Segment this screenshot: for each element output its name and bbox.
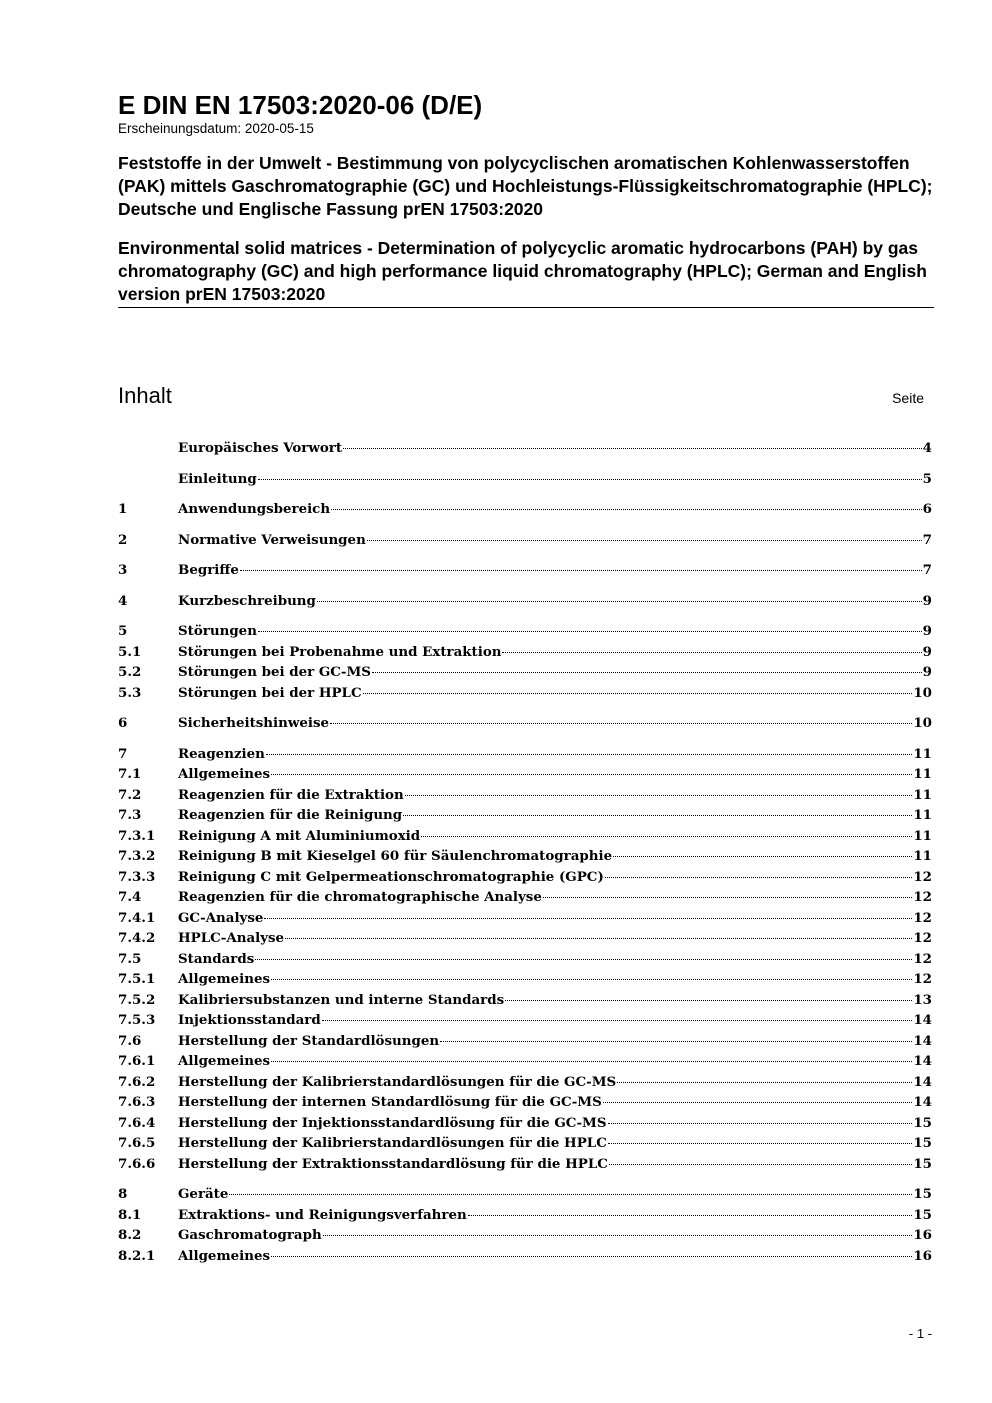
toc-entry-title[interactable]: Kurzbeschreibung [178,592,316,609]
toc-entry-title[interactable]: Geräte [178,1186,229,1202]
toc-entry-page[interactable]: 14 [913,1032,932,1049]
toc-entry[interactable] [118,766,932,787]
toc-entry-page[interactable]: 14 [913,1012,932,1028]
toc-entry-page[interactable]: 5 [922,470,932,487]
toc-entry-page[interactable]: 7 [922,562,932,578]
toc-dot-leader [240,570,922,571]
toc-entry-title[interactable]: Standards [178,950,255,967]
title-german: Feststoffe in der Umwelt - Bestimmung von polycyclischen aromatischen Kohlenwasserstoffen (PAK) mittels Gaschromatographie (GC) und Hochleistungs-Flüssigkeitschromatographie (HPLC); Deutsche und Englische Fassung prEN 17503:2020 [118,153,933,219]
toc-dot-leader [468,1215,913,1216]
toc-page-label: Seite [892,390,924,406]
toc-entry-page[interactable]: 12 [913,950,932,967]
toc-entry-title[interactable]: Herstellung der Kalibrierstandardlösungen für die HPLC [178,1135,607,1151]
toc-entry[interactable] [118,1248,932,1269]
toc-entry[interactable] [118,1074,932,1095]
toc-entry[interactable] [118,807,932,828]
toc-entry-number: 7.1 [118,766,142,782]
toc-entry[interactable] [118,930,932,951]
toc-entry-title[interactable]: Reagenzien für die Reinigung [178,807,403,823]
toc-entry-title[interactable]: Anwendungsbereich [178,501,331,517]
toc-entry-page[interactable]: 9 [922,643,932,660]
toc-entry[interactable] [118,1012,932,1033]
toc-entry-title[interactable]: GC-Analyse [178,909,264,926]
toc-entry-page[interactable]: 16 [913,1247,932,1264]
toc-entry[interactable] [118,951,932,972]
document-header [118,90,934,308]
toc-heading [118,383,926,409]
toc-dot-leader [543,897,913,898]
toc-entry-title[interactable]: Störungen bei der GC-MS [178,664,371,680]
toc-entry[interactable] [118,869,932,890]
toc-dot-leader [617,1082,912,1083]
toc-entry-page[interactable]: 15 [913,1135,932,1151]
toc-entry-page[interactable]: 12 [913,889,932,905]
document-id: E DIN EN 17503:2020-06 (D/E) [118,90,483,120]
toc-entry-page[interactable]: 12 [913,971,932,987]
toc-dot-leader [258,479,922,480]
toc-entry-page[interactable]: 10 [913,684,932,701]
toc-dot-leader [372,672,922,673]
toc-entry-title[interactable]: Allgemeines [178,1053,271,1069]
toc-entry-number: 7.4.1 [118,909,156,926]
toc-dot-leader [271,1061,912,1062]
toc-dot-leader [608,1123,913,1124]
toc-entry-page[interactable]: 11 [913,848,932,864]
toc-entry[interactable] [118,1094,932,1115]
toc-entry-title[interactable]: Herstellung der internen Standardlösung für die GC-MS [178,1094,602,1110]
toc-dot-leader [405,795,913,796]
toc-entry-title[interactable]: Injektionsstandard [178,1012,321,1028]
toc-entry-number: 7.6.6 [118,1155,156,1172]
toc-entry-number: 7.5 [118,950,142,967]
page-number: - 1 - [908,1326,932,1341]
toc-entry-title[interactable]: Reagenzien [178,745,265,762]
toc-entry-number: 8.1 [118,1206,142,1223]
toc-entry-page[interactable]: 15 [913,1186,932,1202]
toc-entry-page[interactable]: 10 [913,715,932,731]
toc-entry-page[interactable]: 9 [922,664,932,680]
toc-entry[interactable] [118,1135,932,1156]
toc-dot-leader [266,754,912,755]
toc-entry-title[interactable]: HPLC-Analyse [178,930,285,946]
publication-date: Erscheinungsdatum: 2020-05-15 [118,121,314,136]
toc-entry-title[interactable]: Allgemeines [178,1247,271,1264]
toc-entry-number: 3 [118,562,128,578]
toc-entry-number: 5 [118,623,128,639]
toc-entry-page[interactable]: 4 [922,440,932,456]
toc-entry-page[interactable]: 15 [913,1206,932,1223]
toc-dot-leader [603,1102,913,1103]
toc-entry[interactable] [118,593,932,614]
toc-entry-title[interactable]: Allgemeines [178,971,271,987]
toc-entry-number: 7.3.1 [118,827,156,844]
toc-dot-leader [343,448,922,449]
toc-dot-leader [502,652,921,653]
toc-entry[interactable] [118,848,932,869]
toc-entry[interactable] [118,828,932,849]
toc-entry-title[interactable]: Extraktions- und Reinigungsverfahren [178,1206,467,1223]
toc-entry-page[interactable]: 15 [913,1114,932,1131]
toc-dot-leader [403,815,912,816]
toc-entry-number: 1 [118,501,128,517]
toc-entry-title[interactable]: Kalibriersubstanzen und interne Standards [178,991,505,1008]
toc-entry[interactable] [118,440,932,461]
toc-entry[interactable] [118,787,932,808]
toc-entry-number: 6 [118,715,128,731]
toc-title: Inhalt [118,383,172,408]
toc-entry-number: 7.4 [118,889,142,905]
toc-entry-page[interactable]: 11 [913,745,932,762]
toc-entry-page[interactable]: 11 [913,786,932,803]
toc-entry-page[interactable]: 12 [913,868,932,885]
toc-entry-page[interactable]: 12 [913,930,932,946]
toc-dot-leader [317,601,922,602]
toc-entry-title[interactable]: Sicherheitshinweise [178,715,330,731]
toc-entry-number: 7.3.2 [118,848,156,864]
toc-entry[interactable] [118,889,932,910]
toc-entry-title[interactable]: Einleitung [178,470,257,487]
toc-dot-leader [285,938,912,939]
toc-entry-page[interactable]: 15 [913,1155,932,1172]
toc-dot-leader [255,959,912,960]
toc-entry-title[interactable]: Gaschromatograph [178,1227,322,1243]
toc-entry-page[interactable]: 7 [922,531,932,548]
toc-entry[interactable] [118,562,932,583]
toc-entry-number: 2 [118,531,128,548]
toc-entry-number: 7.6 [118,1032,142,1049]
toc-dot-leader [258,631,922,632]
toc-dot-leader [421,836,912,837]
toc-entry[interactable] [118,1053,932,1074]
toc-dot-leader [271,774,912,775]
toc-entry[interactable] [118,746,932,767]
toc-entry-number: 7.3 [118,807,142,823]
toc-entry-page[interactable]: 13 [913,991,932,1008]
toc-entry[interactable] [118,623,932,644]
toc-entry-page[interactable]: 14 [913,1053,932,1069]
toc-entry-number: 7.5.1 [118,971,156,987]
toc-entry-title[interactable]: Reagenzien für die chromatographische Analyse [178,889,542,905]
toc-entry[interactable] [118,715,932,736]
toc-entry-number: 5.1 [118,643,142,660]
toc-entry-title[interactable]: Begriffe [178,562,239,578]
toc-dot-leader [613,856,912,857]
title-english: Environmental solid matrices - Determination of polycyclic aromatic hydrocarbons (PAH) by gas chromatography (GC) and high performance liquid chromatography (HPLC); German and English version prEN 17503:2020 [118,237,934,308]
toc-entry[interactable] [118,1207,932,1228]
toc-entry-number: 7.6.1 [118,1053,156,1069]
toc-dot-leader [505,1000,912,1001]
toc-entry-title[interactable]: Herstellung der Extraktionsstandardlösung für die HPLC [178,1155,608,1172]
toc-dot-leader [271,979,912,980]
toc-dot-leader [322,1020,913,1021]
toc-entry-number: 5.3 [118,684,142,701]
toc-entry-title[interactable]: Reinigung A mit Aluminiumoxid [178,827,421,844]
toc-entry[interactable] [118,971,932,992]
toc-entry-title[interactable]: Allgemeines [178,766,271,782]
toc-entry-number: 8.2 [118,1227,142,1243]
toc-entry-title[interactable]: Störungen [178,623,257,639]
toc-entry[interactable] [118,1033,932,1054]
toc-entry-page[interactable]: 16 [913,1227,932,1243]
toc-entry-page[interactable]: 14 [913,1073,932,1090]
toc-entry-title[interactable]: Herstellung der Standardlösungen [178,1032,440,1049]
toc-entry-title[interactable]: Europäisches Vorwort [178,440,343,456]
toc-entry-number: 7.3.3 [118,868,156,885]
toc-entry[interactable] [118,471,932,492]
table-of-contents [118,440,932,1268]
toc-entry-title[interactable]: Herstellung der Kalibrierstandardlösungen für die GC-MS [178,1073,617,1090]
toc-entry[interactable] [118,644,932,665]
toc-entry[interactable] [118,992,932,1013]
toc-entry[interactable] [118,532,932,553]
toc-dot-leader [229,1194,912,1195]
toc-entry[interactable] [118,685,932,706]
toc-entry[interactable] [118,1227,932,1248]
toc-entry-title[interactable]: Störungen bei der HPLC [178,684,362,701]
toc-entry[interactable] [118,501,932,522]
toc-entry-number: 8 [118,1186,128,1202]
toc-entry[interactable] [118,1115,932,1136]
toc-entry[interactable] [118,664,932,685]
toc-entry-number: 7.4.2 [118,930,156,946]
toc-dot-leader [323,1235,913,1236]
toc-dot-leader [271,1256,912,1257]
toc-dot-leader [440,1041,912,1042]
toc-entry-page[interactable]: 12 [913,909,932,926]
toc-entry-title[interactable]: Normative Verweisungen [178,531,366,548]
toc-entry[interactable] [118,1156,932,1177]
toc-dot-leader [363,693,913,694]
toc-entry[interactable] [118,1186,932,1207]
toc-entry-title[interactable]: Reinigung C mit Gelpermeationschromatographie (GPC) [178,868,604,885]
toc-dot-leader [264,918,912,919]
toc-dot-leader [609,1164,912,1165]
toc-entry-number: 7.2 [118,786,142,803]
toc-dot-leader [605,877,913,878]
toc-entry-title[interactable]: Störungen bei Probenahme und Extraktion [178,643,502,660]
toc-dot-leader [330,723,912,724]
toc-entry[interactable] [118,910,932,931]
toc-dot-leader [367,540,922,541]
toc-entry-title[interactable]: Herstellung der Injektionsstandardlösung für die GC-MS [178,1114,607,1131]
toc-entry-page[interactable]: 11 [913,807,932,823]
toc-entry-page[interactable]: 14 [913,1094,932,1110]
toc-entry-title[interactable]: Reagenzien für die Extraktion [178,786,404,803]
toc-entry-number: 7.6.4 [118,1114,156,1131]
toc-entry-page[interactable]: 11 [913,766,932,782]
toc-entry-number: 7.5.2 [118,991,156,1008]
toc-entry-number: 7.6.5 [118,1135,156,1151]
toc-entry-number: 7.6.2 [118,1073,156,1090]
toc-entry-page[interactable]: 9 [922,623,932,639]
toc-entry-number: 7.6.3 [118,1094,156,1110]
toc-entry-page[interactable]: 9 [922,592,932,609]
toc-entry-title[interactable]: Reinigung B mit Kieselgel 60 für Säulenchromatographie [178,848,613,864]
toc-entry-number: 7 [118,745,128,762]
toc-entry-page[interactable]: 6 [922,501,932,517]
toc-entry-number: 8.2.1 [118,1247,156,1264]
toc-entry-number: 4 [118,592,128,609]
toc-entry-number: 5.2 [118,664,142,680]
toc-entry-page[interactable]: 11 [913,827,932,844]
toc-dot-leader [331,509,922,510]
toc-dot-leader [608,1143,913,1144]
toc-entry-number: 7.5.3 [118,1012,156,1028]
